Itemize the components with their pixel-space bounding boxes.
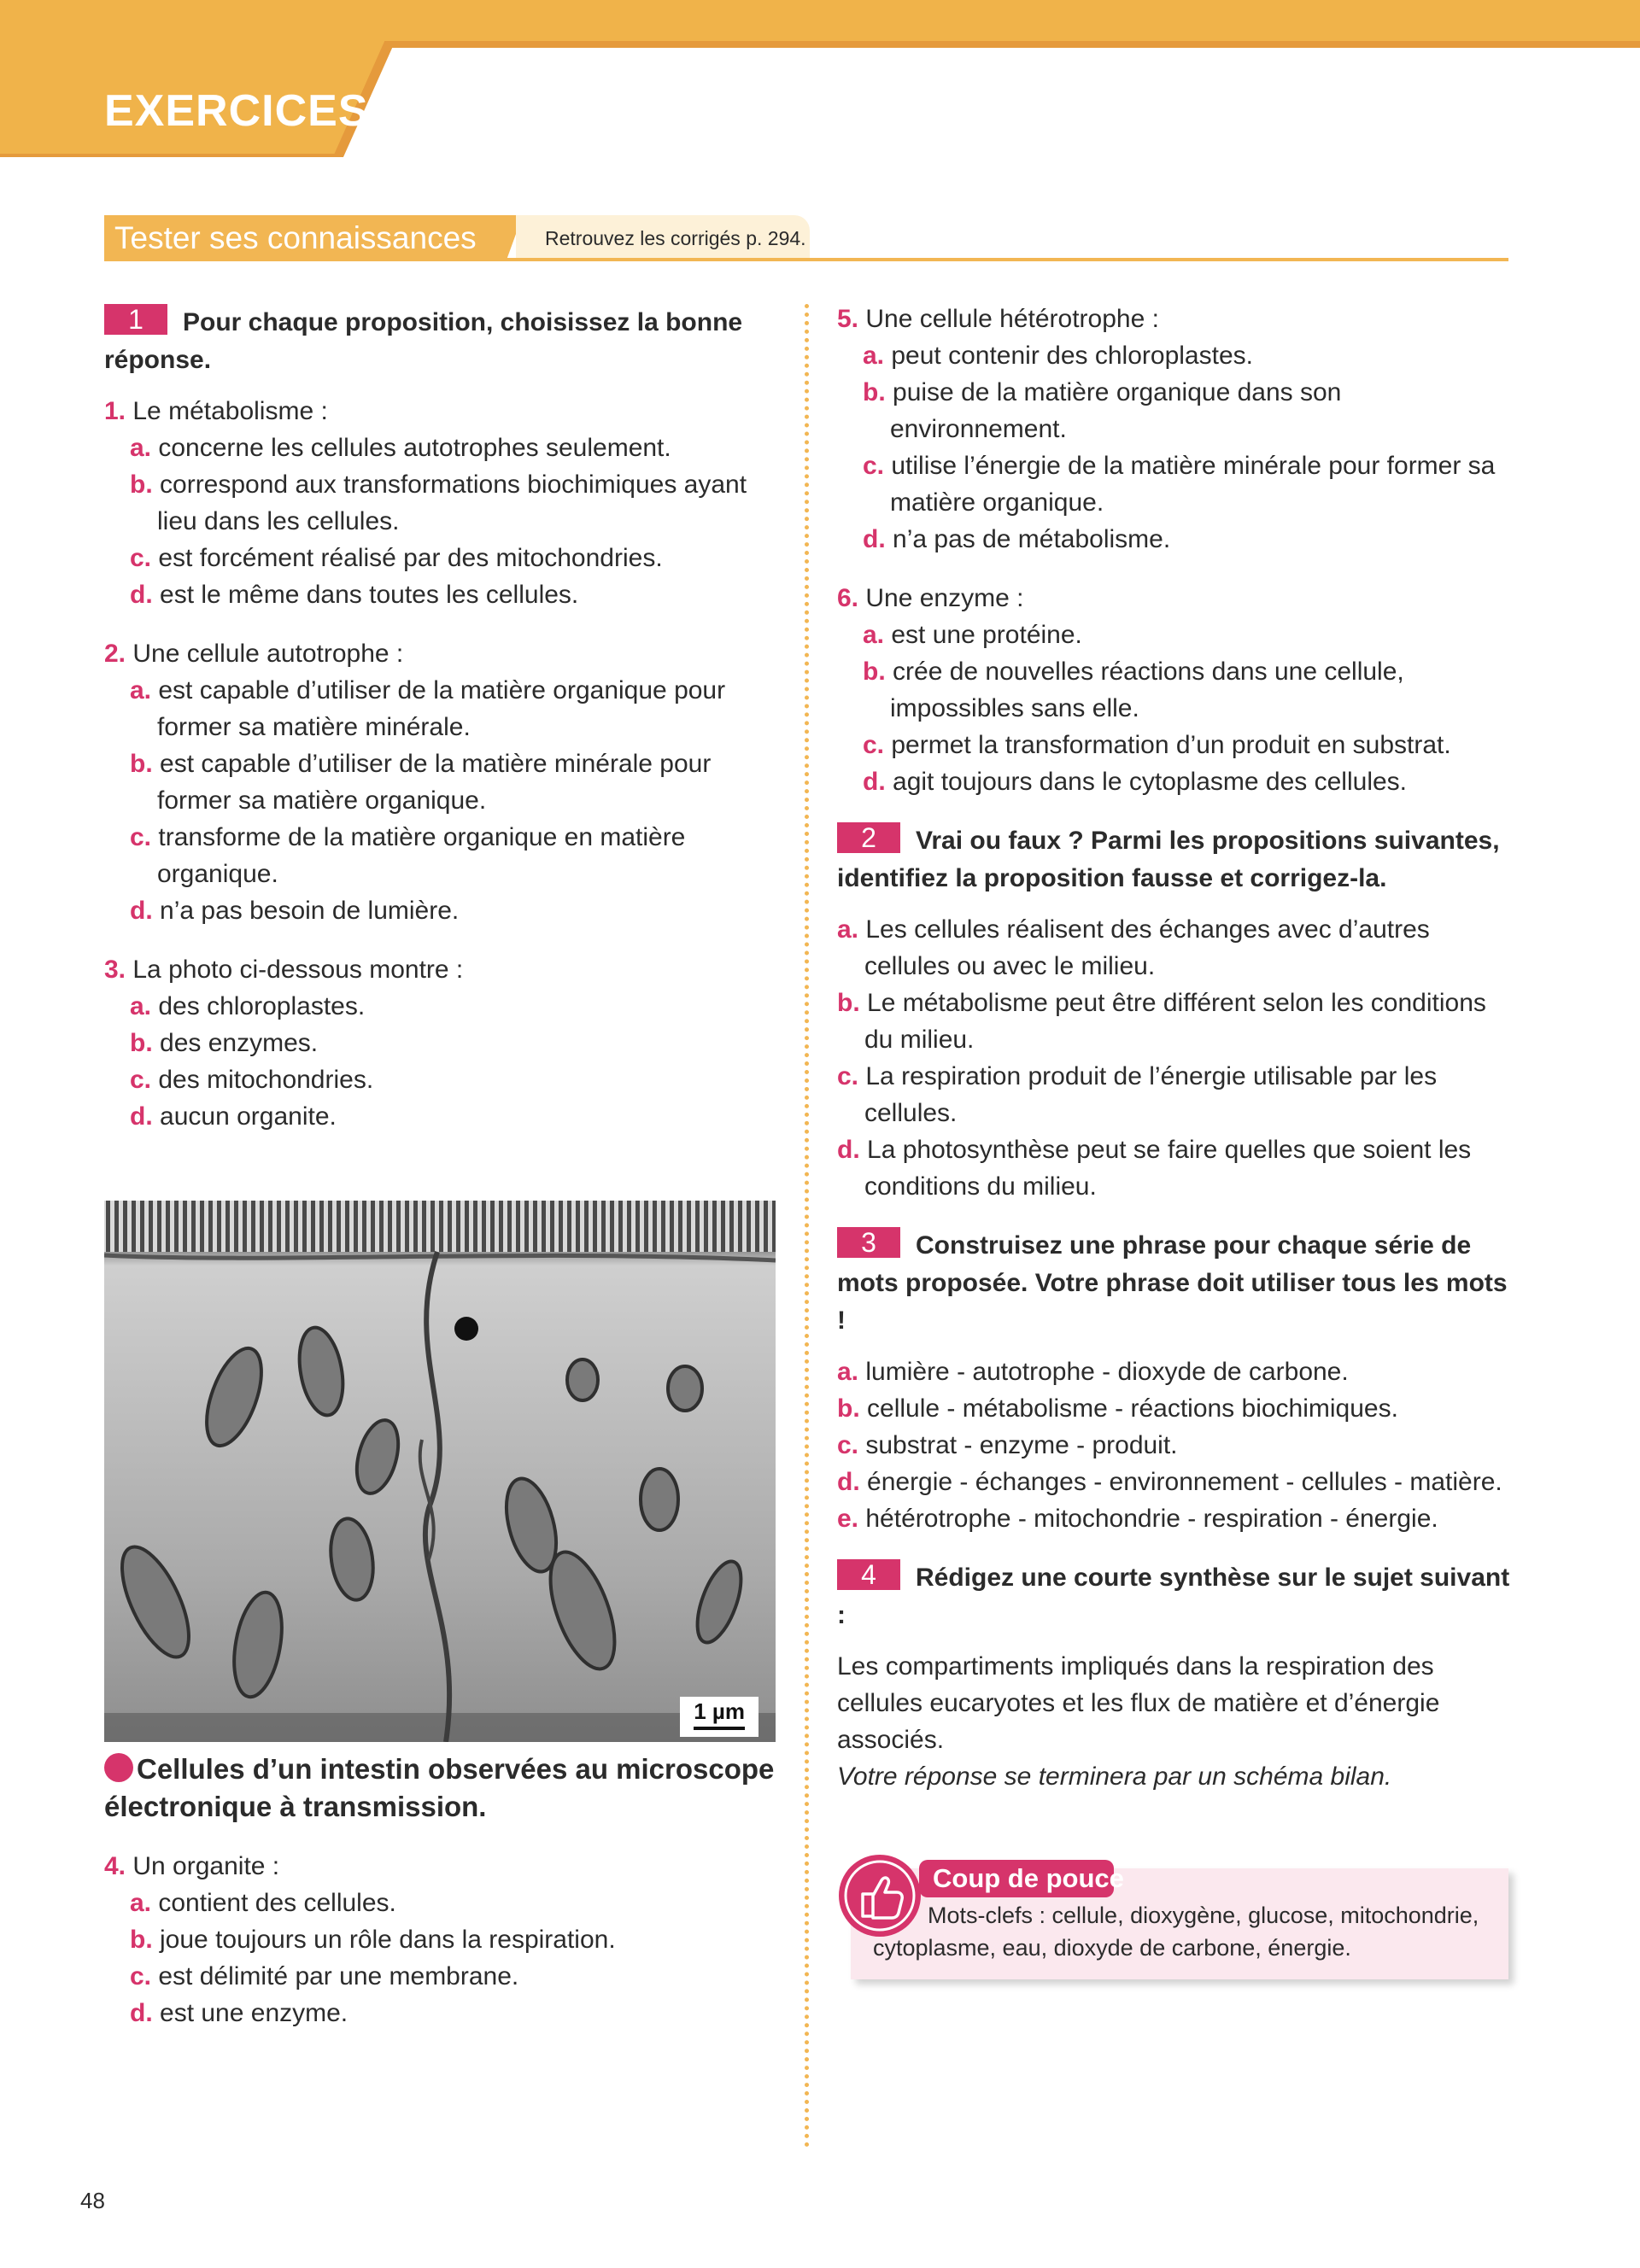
question-2 xyxy=(104,635,779,672)
exercise-1-heading xyxy=(104,304,779,379)
option-letter: e. xyxy=(837,1505,859,1533)
option-5b xyxy=(837,374,1512,447)
option-text: des mitochondries. xyxy=(158,1066,374,1094)
option-text: utilise l’énergie de la matière minérale pour former sa matière organique. xyxy=(890,452,1496,517)
option-letter: b. xyxy=(863,378,886,406)
question-text: Un organite : xyxy=(132,1852,280,1880)
option-letter: b. xyxy=(130,471,153,499)
exercise-3-title: Construisez une phrase pour chaque série de mots proposée. Votre phrase doit utiliser tous les mots ! xyxy=(837,1231,1508,1335)
option-letter: d. xyxy=(130,581,153,609)
option-1b xyxy=(104,466,779,540)
left-column-bottom xyxy=(104,1848,779,2031)
exercise-4-text: Les compartiments impliqués dans la respiration des cellules eucaryotes et les flux de matière et d’énergie associés. xyxy=(837,1652,1440,1754)
option-letter: d. xyxy=(863,525,886,553)
words-3e xyxy=(837,1500,1512,1537)
question-text: Une enzyme : xyxy=(865,584,1024,612)
option-text: peut contenir des chloroplastes. xyxy=(891,342,1253,370)
option-text: joue toujours un rôle dans la respiration. xyxy=(160,1926,616,1954)
micrograph-image xyxy=(104,1201,776,1742)
option-5d xyxy=(837,521,1512,558)
option-text: correspond aux transformations biochimiques ayant lieu dans les cellules. xyxy=(157,471,747,535)
exercise-4-title: Rédigez une courte synthèse sur le sujet suivant : xyxy=(837,1564,1510,1629)
option-letter: c. xyxy=(863,452,885,480)
option-letter: d. xyxy=(130,897,153,925)
statement-2b xyxy=(837,985,1512,1058)
option-text: n’a pas besoin de lumière. xyxy=(160,897,460,925)
question-1 xyxy=(104,393,779,430)
left-column xyxy=(104,304,779,1135)
scale-line xyxy=(694,1727,745,1730)
option-text: n’a pas de métabolisme. xyxy=(893,525,1171,553)
option-2d xyxy=(104,892,779,929)
exercise-number-badge: 4 xyxy=(837,1559,900,1590)
option-letter: b. xyxy=(837,1394,860,1423)
option-letter: b. xyxy=(130,750,153,778)
option-text: La respiration produit de l’énergie utilisable par les cellules. xyxy=(864,1062,1438,1127)
exercise-4-heading xyxy=(837,1559,1512,1634)
option-text: transforme de la matière organique en matière organique. xyxy=(157,823,686,888)
question-number: 2. xyxy=(104,640,126,668)
option-4b xyxy=(104,1921,779,1958)
option-letter: a. xyxy=(130,434,152,462)
option-2b xyxy=(104,745,779,819)
option-letter: a. xyxy=(837,1358,859,1386)
option-text: est forcément réalisé par des mitochondries. xyxy=(158,544,663,572)
tip-text: Mots-clefs : cellule, dioxygène, glucose, mitochondrie, cytoplasme, eau, dioxyde de carbone, énergie. xyxy=(873,1903,1479,1961)
option-letter: d. xyxy=(130,1999,153,2027)
option-text: est capable d’utiliser de la matière minérale pour former sa matière organique. xyxy=(157,750,712,815)
option-6a xyxy=(837,617,1512,653)
option-text: est délimité par une membrane. xyxy=(158,1962,519,1990)
question-number: 5. xyxy=(837,305,859,333)
exercise-2-title: Vrai ou faux ? Parmi les propositions suivantes, identifiez la proposition fausse et corrigez-la. xyxy=(837,827,1500,892)
option-text: Les cellules réalisent des échanges avec d’autres cellules ou avec le milieu. xyxy=(864,915,1430,980)
option-letter: c. xyxy=(130,823,152,851)
question-number: 3. xyxy=(104,956,126,984)
scale-label: 1 µm xyxy=(694,1698,745,1724)
question-text: Une cellule autotrophe : xyxy=(132,640,404,668)
question-5 xyxy=(837,301,1512,337)
option-letter: b. xyxy=(863,658,886,686)
option-1c xyxy=(104,540,779,576)
option-letter: d. xyxy=(837,1468,860,1496)
option-letter: a. xyxy=(863,621,885,649)
option-letter: b. xyxy=(130,1926,153,1954)
question-4 xyxy=(104,1848,779,1885)
question-number: 4. xyxy=(104,1852,126,1880)
exercise-number-badge: 2 xyxy=(837,822,900,853)
words-3c xyxy=(837,1427,1512,1464)
exercise-4-note: Votre réponse se terminera par un schéma bilan. xyxy=(837,1762,1392,1791)
option-letter: c. xyxy=(130,544,152,572)
option-text: crée de nouvelles réactions dans une cellule, impossibles sans elle. xyxy=(890,658,1404,722)
option-text: Le métabolisme peut être différent selon les conditions du milieu. xyxy=(864,989,1486,1054)
option-3b xyxy=(104,1025,779,1061)
question-3 xyxy=(104,951,779,988)
option-text: cellule - métabolisme - réactions biochimiques. xyxy=(867,1394,1398,1423)
option-letter: a. xyxy=(863,342,885,370)
option-4d xyxy=(104,1995,779,2031)
words-3d xyxy=(837,1464,1512,1500)
exercise-number-badge: 3 xyxy=(837,1227,900,1258)
words-3b xyxy=(837,1390,1512,1427)
option-6b xyxy=(837,653,1512,727)
tip-title: Coup de pouce xyxy=(933,1863,1124,1893)
option-text: des enzymes. xyxy=(160,1029,319,1057)
option-letter: c. xyxy=(837,1062,859,1090)
option-letter: d. xyxy=(863,768,886,796)
option-6c xyxy=(837,727,1512,763)
section-title: Tester ses connaissances xyxy=(114,220,477,255)
option-1a xyxy=(104,430,779,466)
exercise-2-heading xyxy=(837,822,1512,897)
section-note: Retrouvez les corrigés p. 294. xyxy=(545,227,806,249)
option-letter: c. xyxy=(130,1962,152,1990)
statement-2d xyxy=(837,1131,1512,1205)
option-letter: a. xyxy=(837,915,859,944)
statement-2a xyxy=(837,911,1512,985)
option-letter: d. xyxy=(130,1102,153,1131)
option-1d xyxy=(104,576,779,613)
page-number: 48 xyxy=(80,2188,105,2213)
option-5a xyxy=(837,337,1512,374)
question-number: 1. xyxy=(104,397,126,425)
words-3a xyxy=(837,1353,1512,1390)
question-text: Une cellule hétérotrophe : xyxy=(865,305,1159,333)
option-text: est le même dans toutes les cellules. xyxy=(160,581,579,609)
option-text: lumière - autotrophe - dioxyde de carbone. xyxy=(865,1358,1349,1386)
option-3c xyxy=(104,1061,779,1098)
option-letter: d. xyxy=(837,1136,860,1164)
exercise-1-title: Pour chaque proposition, choisissez la bonne réponse. xyxy=(104,308,743,374)
exercise-3-heading xyxy=(837,1227,1512,1340)
option-4a xyxy=(104,1885,779,1921)
option-text: est une protéine. xyxy=(891,621,1082,649)
option-text: aucun organite. xyxy=(160,1102,337,1131)
option-text: hétérotrophe - mitochondrie - respiration - énergie. xyxy=(865,1505,1438,1533)
option-text: concerne les cellules autotrophes seulement. xyxy=(158,434,671,462)
option-letter: c. xyxy=(130,1066,152,1094)
page-title: EXERCICES xyxy=(104,86,369,136)
statement-2c xyxy=(837,1058,1512,1131)
option-text: énergie - échanges - environnement - cellules - matière. xyxy=(867,1468,1502,1496)
figure-caption xyxy=(104,1751,779,1826)
option-letter: c. xyxy=(863,731,885,759)
exercise-number-badge: 1 xyxy=(104,304,167,335)
option-2c xyxy=(104,819,779,892)
question-text: Le métabolisme : xyxy=(132,397,328,425)
caption-bullet-icon xyxy=(104,1753,133,1782)
option-text: La photosynthèse peut se faire quelles que soient les conditions du milieu. xyxy=(864,1136,1472,1201)
option-text: est une enzyme. xyxy=(160,1999,348,2027)
option-text: contient des cellules. xyxy=(158,1889,396,1917)
option-letter: c. xyxy=(837,1431,859,1459)
section-rule xyxy=(104,258,1508,261)
option-2a xyxy=(104,672,779,745)
option-6d xyxy=(837,763,1512,800)
caption-text: Cellules d’un intestin observées au microscope électronique à transmission. xyxy=(104,1753,775,1822)
option-3a xyxy=(104,988,779,1025)
option-text: agit toujours dans le cytoplasme des cellules. xyxy=(893,768,1408,796)
option-letter: a. xyxy=(130,992,152,1020)
option-letter: a. xyxy=(130,1889,152,1917)
option-letter: b. xyxy=(837,989,860,1017)
question-6 xyxy=(837,580,1512,617)
option-3d xyxy=(104,1098,779,1135)
question-text: La photo ci-dessous montre : xyxy=(132,956,464,984)
right-column xyxy=(837,301,1512,1795)
question-number: 6. xyxy=(837,584,859,612)
option-text: est capable d’utiliser de la matière organique pour former sa matière minérale. xyxy=(157,676,726,741)
scale-bar xyxy=(680,1697,758,1737)
option-text: puise de la matière organique dans son environnement. xyxy=(890,378,1342,443)
option-text: substrat - enzyme - produit. xyxy=(865,1431,1178,1459)
micrograph-texture xyxy=(104,1201,776,1742)
option-letter: a. xyxy=(130,676,152,704)
option-text: des chloroplastes. xyxy=(158,992,366,1020)
option-4c xyxy=(104,1958,779,1995)
option-text: permet la transformation d’un produit en substrat. xyxy=(891,731,1451,759)
option-letter: b. xyxy=(130,1029,153,1057)
option-5c xyxy=(837,447,1512,521)
column-divider xyxy=(805,304,809,2148)
